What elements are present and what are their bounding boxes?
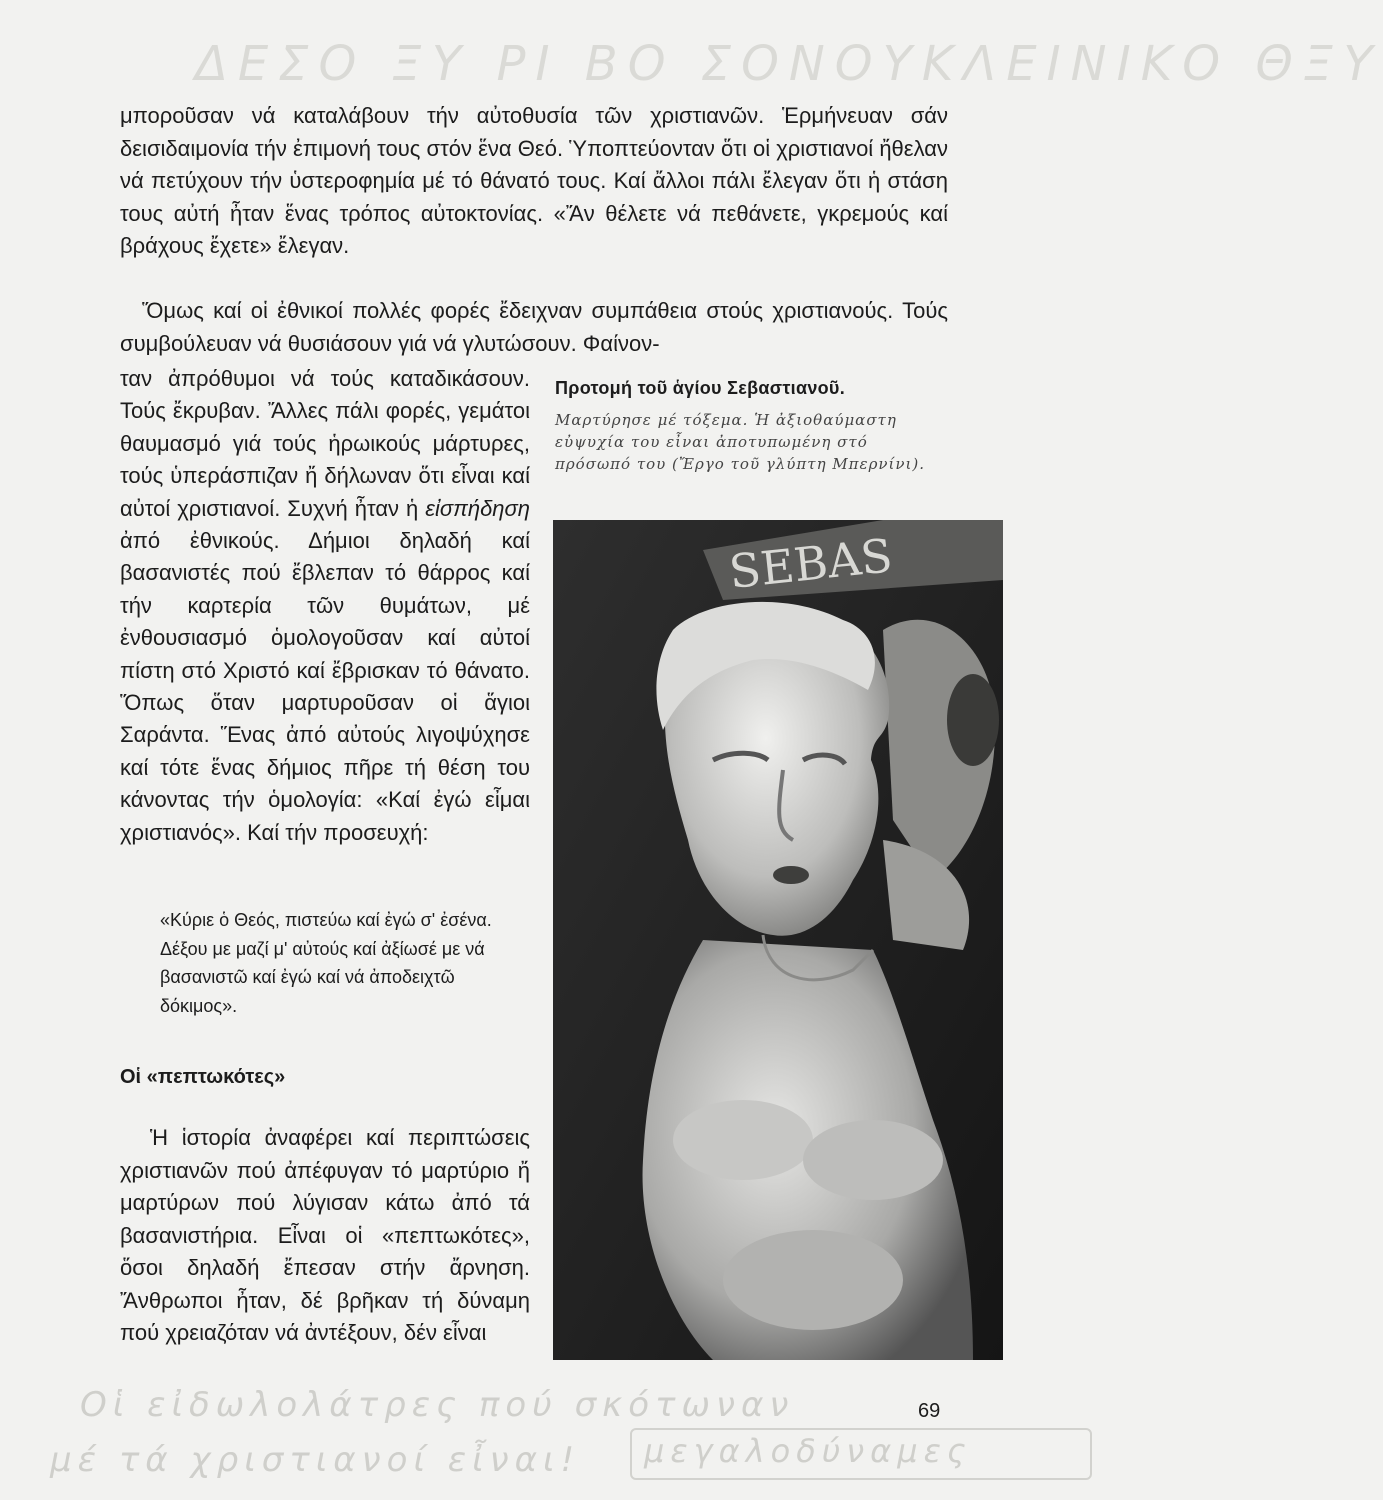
- right-pectoral: [803, 1120, 943, 1200]
- handwriting-top: ΔΕΣΟ ΞΥ ΡΙ ΒΟ ΣΟΝΟΥΚΛΕΙΝΙΚΟ ΘΞΥ: [195, 36, 1383, 92]
- handwriting-bottom-box: μεγαλοδύναμες: [644, 1432, 972, 1470]
- sculpture-photo: [553, 520, 1003, 1360]
- prayer-quote: «Κύριε ὁ Θεός, πιστεύω καί ἐγώ σ' ἐσένα. Δέξου με μαζί μ' αὐτούς καί ἀξίωσέ με νά βασανιστῶ καί ἐγώ καί νά ἀποδειχτῶ δόκιμος».: [160, 910, 492, 1016]
- plaque-inscription: SEBAS: [726, 528, 895, 599]
- abdomen: [723, 1230, 903, 1330]
- bust-illustration: [553, 520, 1003, 1360]
- left-pectoral: [673, 1100, 813, 1180]
- paragraph-2-text-b: ἀπό ἐθνικούς. Δήμιοι δηλαδή καί βασανιστές πού ἔβλεπαν τό θάρρος καί τήν καρτερία τῶν θυμάτων, μέ ἐνθουσιασμό ὁμολογοῦσαν καί αὐτοί πίστη στό Χριστό καί ἔβρισκαν τό θάνατο. Ὅπως ὅταν μαρτυροῦσαν οἱ ἅγιοι Σαράντα. Ἕνας ἀπό αὐτούς λιγοψύχησε καί τότε ἕνας δήμιος πῆρε τή θέση του κάνοντας τήν ὁμολογία: «Καί ἐγώ εἶμαι χριστιανός». Καί τήν προσευχή:: [120, 528, 530, 845]
- caption-title: Προτομή τοῦ ἁγίου Σεβαστιανοῦ.: [555, 378, 846, 398]
- paragraph-2-text-a: ταν ἀπρόθυμοι νά τούς καταδικάσουν. Τούς ἔκρυβαν. Ἄλλες πάλι φορές, γεμάτοι θαυμασμό γιά τούς ἡρωικούς μάρτυρες, τούς ὑπεράσπιζαν ἤ δήλωναν ὅτι εἶναι καί αὐτοί χριστιανοί. Συχνή ἦταν ἡ: [120, 366, 530, 521]
- paragraph-2-column: [120, 363, 530, 849]
- handwriting-bottom-1: Οἱ εἰδωλολάτρες πού σκότωναν: [80, 1385, 795, 1425]
- paragraph-3-text: Ἡ ἱστορία ἀναφέρει καί περιπτώσεις χριστιανῶν πού ἀπέφυγαν τό μαρτύριο ἤ μαρτύρων πού λύγισαν κάτω ἀπό τά βασανιστήρια. Εἶναι οἱ «πεπτωκότες», ὅσοι δηλαδή ἔπεσαν στήν ἄρνηση. Ἄνθρωποι ἦταν, δέ βρῆκαν τή δύναμη πού χρειαζόταν νά ἀντέξουν, δέν εἶναι: [120, 1125, 530, 1345]
- arrow-hollow: [947, 674, 999, 766]
- page-number: 69: [918, 1400, 941, 1422]
- open-mouth: [773, 866, 809, 884]
- handwriting-box: [630, 1428, 1092, 1480]
- emphasis-term: εἰσπήδηση: [425, 495, 530, 521]
- section-heading: Οἱ «πεπτωκότες»: [120, 1066, 286, 1088]
- caption-text: Μαρτύρησε μέ τόξεμα. Ἡ ἀξιοθαύμαστη εὐψυχία του εἶναι ἀποτυπωμένη στό πρόσωπό του (Ἔργο τοῦ γλύπτη Μπερνίνι).: [555, 411, 926, 473]
- paragraph-1: μποροῦσαν νά καταλάβουν τήν αὐτοθυσία τῶν χριστιανῶν. Ἑρμήνευαν σάν δεισιδαιμονία τήν ἐπιμονή τους στόν ἕνα Θεό. Ὑποπτεύονταν ὅτι οἱ χριστιανοί ἤθελαν νά πετύχουν τήν ὑστεροφημία μέ τό θάνατό τους. Καί ἄλλοι πάλι ἔλεγαν ὅτι ἡ στάση τους αὐτή ἦταν ἕνας τρόπος αὐτοκτονίας. «Ἄν θέλετε νά πεθάνετε, γκρεμούς καί βράχους ἔχετε» ἔλεγαν.: [120, 103, 948, 258]
- paragraph-3: [120, 1122, 530, 1350]
- paragraph-2-opening: Ὅμως καί οἱ ἐθνικοί πολλές φορές ἔδειχναν συμπάθεια στούς χριστιανούς. Τούς συμβούλευαν νά θυσιάσουν γιά νά γλυτώσουν. Φαίνον-: [120, 298, 948, 356]
- paragraph-2-full-width: [120, 295, 948, 360]
- handwriting-bottom-2: μέ τά χριστιανοί εἶναι!: [50, 1440, 581, 1480]
